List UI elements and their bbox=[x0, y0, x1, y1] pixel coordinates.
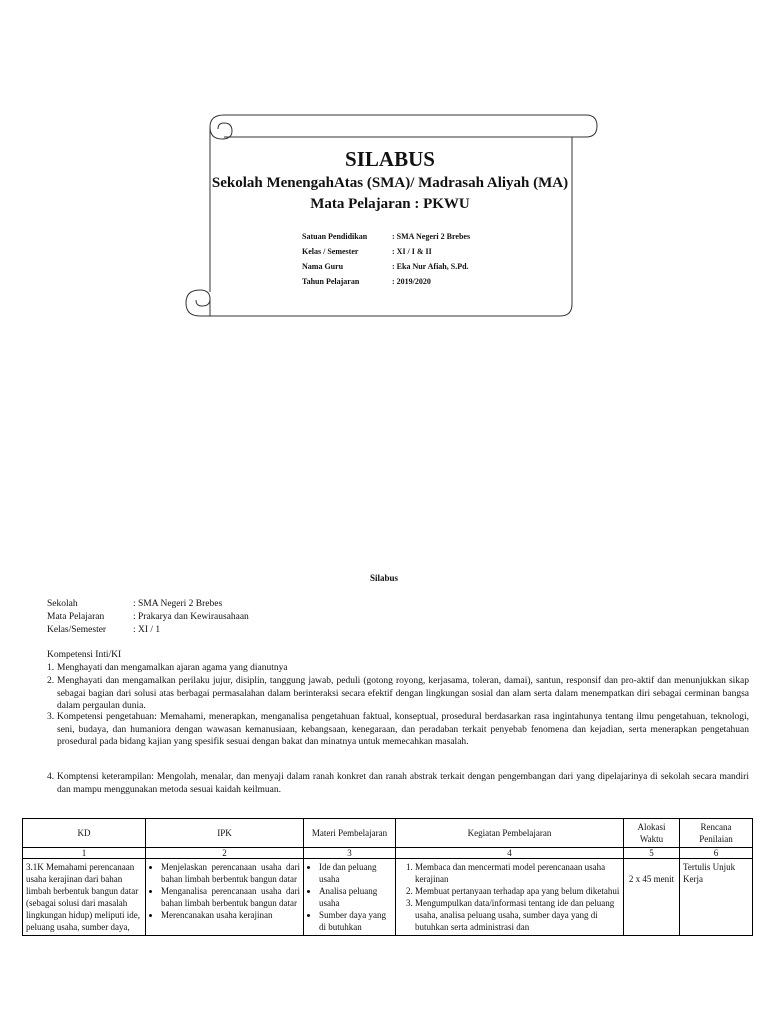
ki-item bbox=[47, 711, 749, 749]
penilaian-cell: Tertulis Unjuk Kerja bbox=[680, 859, 753, 936]
table-row bbox=[23, 859, 753, 936]
info-row bbox=[302, 262, 469, 271]
meta-label: Kelas/Semester bbox=[47, 625, 107, 635]
materi-item: • Sumber daya yang di butuhkan bbox=[319, 909, 392, 933]
info-label: Nama Guru bbox=[302, 262, 344, 271]
ipk-item: • Merencanakan usaha kerajinan bbox=[161, 909, 300, 921]
meta-row bbox=[47, 625, 160, 635]
kegiatan-item: 3. Mengumpulkan data/informasi tentang ide dan peluang usaha, analisa peluang usaha, sumber daya yang di butuhkan serta administrasi dan bbox=[415, 897, 620, 933]
header-penilaian: Rencana Penilaian bbox=[680, 819, 753, 848]
meta-value: : SMA Negeri 2 Brebes bbox=[133, 599, 223, 609]
materi-cell bbox=[304, 859, 396, 936]
alokasi-cell: 2 x 45 menit bbox=[624, 859, 680, 936]
header-materi: Materi Pembelajaran bbox=[304, 819, 396, 848]
scroll-subtitle: Sekolah MenengahAtas (SMA)/ Madrasah Aliyah (MA) bbox=[211, 175, 569, 191]
meta-row bbox=[47, 599, 222, 609]
info-value: : 2019/2020 bbox=[392, 277, 431, 286]
ipk-item: • Menjelaskan perencanaan usaha dari bahan limbah berbentuk bangun datar bbox=[161, 861, 300, 885]
header-kegiatan: Kegiatan Pembelajaran bbox=[396, 819, 624, 848]
col-number: 4 bbox=[396, 848, 624, 859]
header-kd: KD bbox=[23, 819, 146, 848]
info-row bbox=[302, 277, 431, 286]
ki-item bbox=[47, 771, 749, 796]
scroll-subject: Mata Pelajaran : PKWU bbox=[310, 196, 470, 212]
ki-text: Komptensi keterampilan: Mengolah, menalar, dan menyaji dalam ranah konkret dan ranah abstrak terkait dengan pengembangan dari yang dipelajarinya di sekolah secara mandiri dan mampu menggunakan metoda sesuai kaidah keilmuan. bbox=[57, 772, 749, 795]
ipk-item: • Menganalisa perencanaan usaha dari bahan limbah berbentuk bangun datar bbox=[161, 885, 300, 909]
kegiatan-item: 1. Membaca dan mencermati model perencanaan usaha kerajinan bbox=[415, 861, 620, 885]
ki-item bbox=[47, 662, 749, 675]
ki-number: 3. bbox=[47, 712, 55, 722]
info-row bbox=[302, 247, 432, 256]
info-row bbox=[302, 232, 470, 241]
col-number: 5 bbox=[624, 848, 680, 859]
ki-text: Menghayati dan mengamalkan perilaku jujur, disiplin, tanggung jawab, peduli (gotong royong, kerjasama, toleran, damai), santun, responsif dan pro-aktif dan menunjukkan sikap sebagai bagian dari solusi atas berbagai permasalahan dalam berinteraksi secara efektif dengan lingkungan sosial dan alam serta dalam menempatkan diri sebagai cerminan bangsa dalam pergaulan dunia. bbox=[57, 676, 749, 711]
ki-text: Menghayati dan mengamalkan ajaran agama yang dianutnya bbox=[57, 663, 288, 673]
info-label: Tahun Pelajaran bbox=[302, 277, 360, 286]
table-header-row bbox=[23, 819, 753, 848]
ki-number: 1. bbox=[47, 663, 55, 673]
info-value: : Eka Nur Afiah, S.Pd. bbox=[392, 262, 469, 271]
col-number: 6 bbox=[680, 848, 753, 859]
silabus-heading: Silabus bbox=[369, 573, 399, 583]
ki-number: 4. bbox=[47, 772, 55, 782]
kd-cell: 3.1K Memahami perencanaan usaha kerajinan dari bahan limbah berbentuk bangun datar (sebagai solusi dari masalah lingkungan hidup) meliputi ide, peluang usaha, sumber daya, bbox=[23, 859, 146, 936]
info-value: : SMA Negeri 2 Brebes bbox=[392, 232, 471, 241]
info-value: : XI / I & II bbox=[392, 247, 432, 256]
table-number-row bbox=[23, 848, 753, 859]
materi-item: • Ide dan peluang usaha bbox=[319, 861, 392, 885]
meta-row bbox=[47, 612, 249, 622]
kegiatan-item: 2. Membuat pertanyaan terhadap apa yang belum diketahui bbox=[415, 885, 620, 897]
meta-value: : XI / 1 bbox=[133, 625, 161, 635]
col-number: 1 bbox=[23, 848, 146, 859]
meta-label: Mata Pelajaran bbox=[47, 612, 105, 622]
ki-item bbox=[47, 675, 749, 713]
ki-number: 2. bbox=[47, 676, 55, 686]
col-number: 3 bbox=[304, 848, 396, 859]
ki-text: Kompetensi pengetahuan: Memahami, menerapkan, menganalisa pengetahuan faktual, konseptual, prosedural berdasarkan rasa ingintahunya tentang ilmu pengetahuan, teknologi, seni, budaya, dan humaniora dengan wawasan kemanusiaan, kebangsaan, kenegaraan, dan peradaban terkait penyebab fenomena dan kejadian, serta menerapkan pengetahuan prosedural pada bidang kajian yang spesifik sesuai dengan bakat dan minatnya untuk memecahkan masalah. bbox=[57, 712, 749, 747]
kegiatan-cell bbox=[396, 859, 624, 936]
syllabus-table bbox=[22, 818, 753, 936]
info-label: Satuan Pendidikan bbox=[302, 232, 368, 241]
scroll-title: SILABUS bbox=[345, 147, 435, 171]
ki-title: Kompetensi Inti/KI bbox=[47, 650, 122, 660]
header-alokasi: Alokasi Waktu bbox=[624, 819, 680, 848]
info-label: Kelas / Semester bbox=[302, 247, 359, 256]
header-ipk: IPK bbox=[146, 819, 304, 848]
meta-label: Sekolah bbox=[47, 599, 78, 609]
ipk-cell bbox=[146, 859, 304, 936]
meta-value: : Prakarya dan Kewirausahaan bbox=[133, 612, 249, 622]
materi-item: • Analisa peluang usaha bbox=[319, 885, 392, 909]
col-number: 2 bbox=[146, 848, 304, 859]
